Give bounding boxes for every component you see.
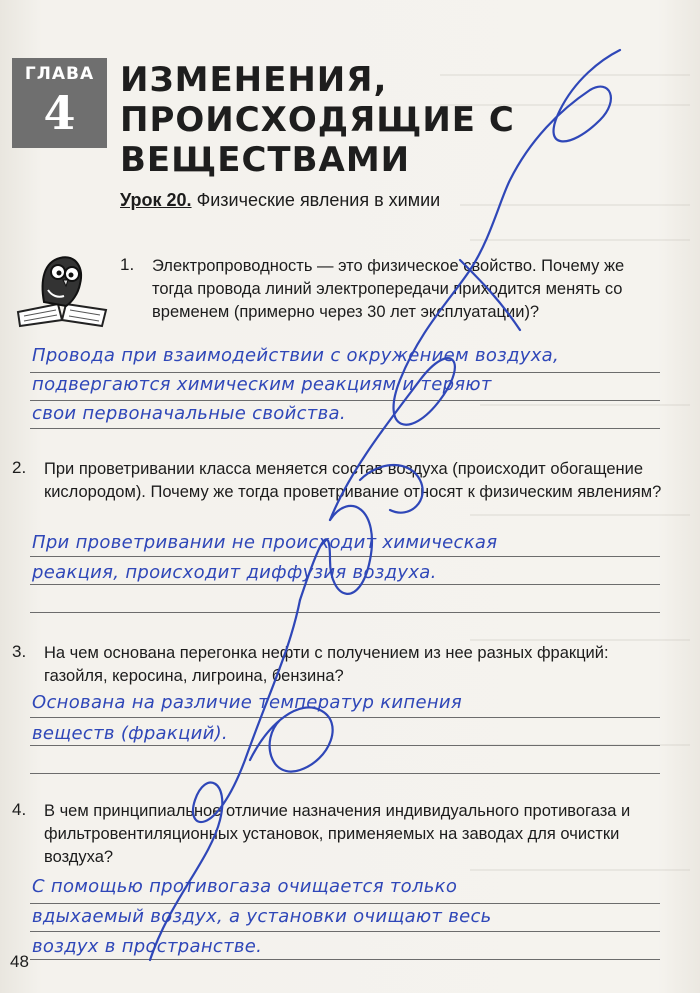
page-number: 48: [10, 952, 29, 971]
lesson-heading: [120, 190, 440, 211]
answer-2-line-2: реакция, происходит диффузия воздуха.: [32, 562, 437, 583]
owl-book-icon: [14, 250, 110, 330]
chapter-number: 4: [43, 86, 76, 140]
question-4-number: 4.: [12, 800, 27, 819]
chapter-title: ИЗМЕНЕНИЯ, ПРОИСХОДЯЩИЕ С ВЕЩЕСТВАМИ: [120, 60, 515, 180]
answer-1-line-1: Провода при взаимодействии с окружением воздуха,: [32, 345, 560, 366]
answer-2-line-1: При проветривании не происходит химическая: [32, 532, 498, 553]
question-4-text: В чем принципиальное отличие назначения индивидуального противогаза и фильтровентиляционных установок, применяемых на заводах для очистки воздуха?: [44, 802, 631, 866]
answer-line: [30, 773, 660, 774]
chapter-label: ГЛАВА: [24, 64, 95, 84]
answer-4-line-3: воздух в пространстве.: [32, 936, 263, 957]
answer-line: [30, 959, 660, 960]
chapter-badge: [12, 58, 107, 148]
lesson-title: Физические явления в химии: [196, 190, 441, 210]
answer-1-line-2: подвергаются химическим реакциям и теряют: [32, 374, 492, 395]
answer-4-line-2: вдыхаемый воздух, а установки очищают весь: [32, 906, 492, 927]
answer-line: [30, 556, 660, 557]
answer-3-line-2: веществ (фракций).: [32, 723, 228, 744]
answer-line: [30, 931, 660, 932]
question-2-number: 2.: [12, 458, 27, 477]
question-1-number: 1.: [120, 255, 135, 274]
answer-line: [30, 372, 660, 373]
question-1-text: Электропроводность — это физическое свойство. Почему же тогда провода линий электропередачи приходится менять со временем (примерно через 30 лет эксплуатации)?: [152, 257, 625, 321]
answer-line: [30, 717, 660, 718]
question-2-text: При проветривании класса меняется состав воздуха (происходит обогащение кислородом). Почему же тогда проветривание относят к физическим явлениям?: [44, 460, 662, 501]
answer-line: [30, 903, 660, 904]
answer-1-line-3: свои первоначальные свойства.: [32, 403, 346, 424]
answer-line: [30, 612, 660, 613]
lesson-number: Урок 20.: [120, 190, 192, 210]
answer-3-line-1: Основана на различие температур кипения: [32, 692, 463, 713]
question-3-number: 3.: [12, 642, 27, 661]
answer-line: [30, 428, 660, 429]
question-3-text: На чем основана перегонка нефти с получением из нее разных фракций: газойля, керосина, лигроина, бензина?: [44, 644, 609, 685]
answer-line: [30, 745, 660, 746]
answer-line: [30, 400, 660, 401]
answer-4-line-1: С помощью противогаза очищается только: [32, 876, 458, 897]
answer-line: [30, 584, 660, 585]
